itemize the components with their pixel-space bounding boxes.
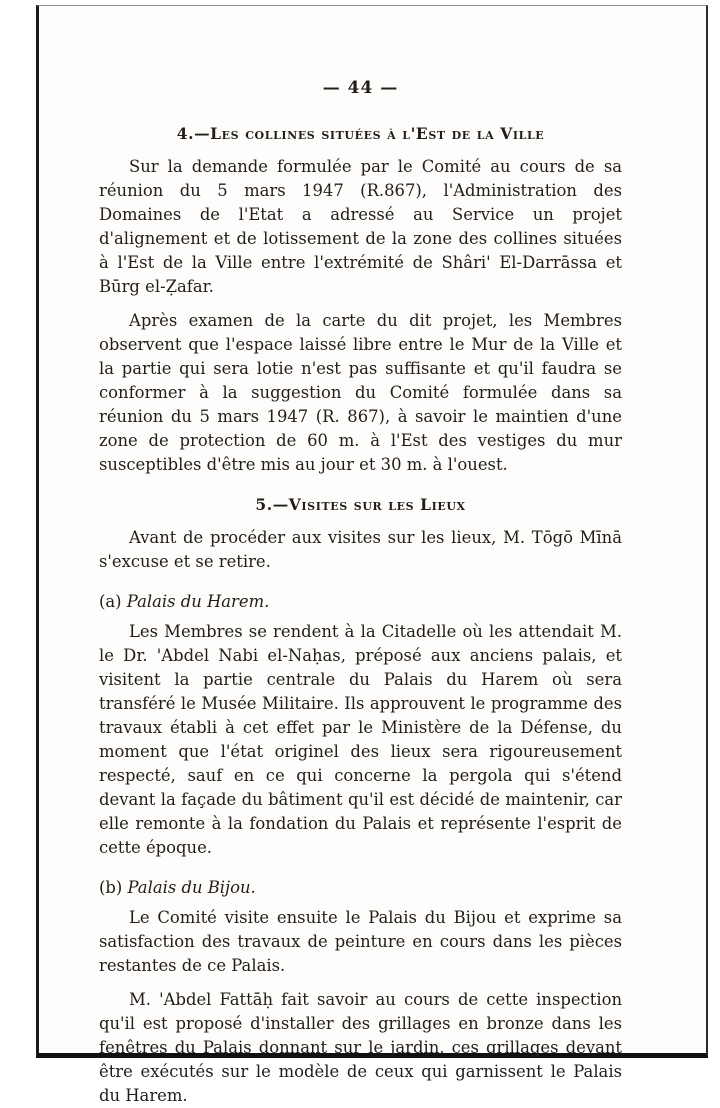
paragraph: Avant de procéder aux visites sur les lieux, M. Tōgō Mīnā s'excuse et se retire. [99, 528, 622, 571]
section-heading-4: 4.—Les collines situées à l'Est de la Ville [176, 124, 545, 143]
paragraph: M. 'Abdel Fattāḥ fait savoir au cours de cette inspection qu'il est proposé d'installer des grillages en bronze dans les fenêtres du Palais donnant sur le jardin, ces grillages devant être exécutés sur le modèle de ceux qui garnissent le Palais du Harem. [99, 990, 622, 1105]
subsection-title: Palais du Bijou. [127, 878, 256, 897]
section-heading-5: 5.—Visites sur les Lieux [255, 495, 466, 514]
subsection-label: (b) [99, 878, 123, 897]
document-page [36, 5, 708, 1105]
paragraph: Les Membres se rendent à la Citadelle où les attendait M. le Dr. 'Abdel Nabi el-Naḥas, préposé aux anciens palais, et visitent la partie centrale du Palais du Harem où sera transféré le Musée Militaire. Ils approuvent le programme des travaux établi à cet effet par le Ministère de la Défense, du moment que l'état originel des lieux sera rigoureusement respecté, sauf en ce qui concerne la pergola qui s'étend devant la façade du bâtiment qu'il est décidé de maintenir, car elle remonte à la fondation du Palais et représente l'esprit de cette époque. [99, 622, 622, 857]
paragraph: Après examen de la carte du dit projet, les Membres observent que l'espace laissé libre entre le Mur de la Ville et la partie qui sera lotie n'est pas suffisante et qu'il faudra se conformer à la suggestion du Comité formulée dans sa réunion du 5 mars 1947 (R. 867), à savoir le maintien d'une zone de protection de 60 m. à l'Est des vestiges du mur susceptibles d'être mis au jour et 30 m. à l'ouest. [99, 311, 622, 474]
subsection-label: (a) [99, 592, 122, 611]
subsection-title: Palais du Harem. [126, 592, 270, 611]
paragraph: Le Comité visite ensuite le Palais du Bijou et exprime sa satisfaction des travaux de peinture en cours dans les pièces restantes de ce Palais. [99, 908, 622, 975]
page-number: — 44 — [322, 78, 399, 98]
paragraph: Sur la demande formulée par le Comité au cours de sa réunion du 5 mars 1947 (R.867), l'Administration des Domaines de l'Etat a adressé au Service un projet d'alignement et de lotissement de la zone des collines situées à l'Est de la Ville entre l'extrémité de Shâri' El-Darrāssa et Būrg el-Ẓafar. [99, 157, 622, 296]
subsection-heading-a [99, 590, 622, 614]
subsection-heading-b [99, 876, 622, 900]
